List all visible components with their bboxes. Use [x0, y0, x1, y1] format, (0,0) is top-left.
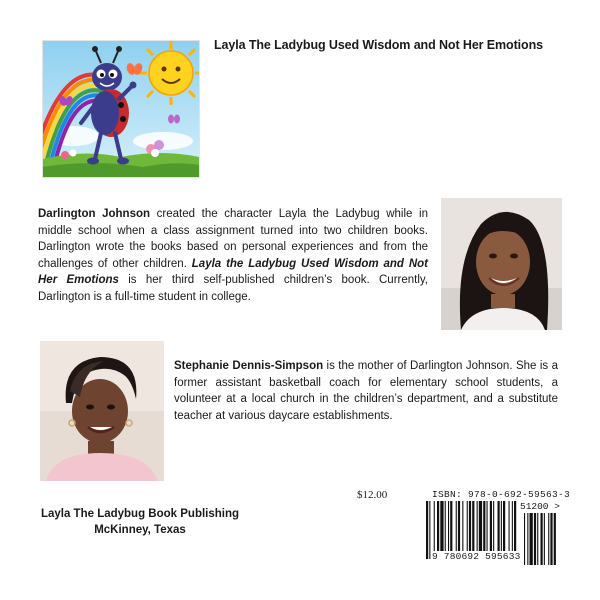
- price: $12.00: [357, 489, 388, 501]
- isbn-label: ISBN: 978-0-692-59563-3: [432, 489, 571, 500]
- author-name: Darlington Johnson: [38, 208, 151, 220]
- mother-bio: [174, 358, 558, 424]
- publisher-location: McKinney, Texas: [94, 524, 186, 536]
- book-title: Layla The Ladybug Used Wisdom and Not Her Emotions: [214, 38, 543, 52]
- author-bio: [38, 206, 428, 305]
- publisher-name: Layla The Ladybug Book Publishing: [40, 508, 240, 520]
- barcode-addon-bar: [534, 513, 536, 565]
- barcode-bar: [426, 501, 428, 559]
- mother-photo: [40, 341, 164, 481]
- mother-name: Stephanie Dennis-Simpson: [174, 360, 324, 372]
- cover-illustration: [42, 40, 200, 178]
- barcode-addon-bar: [530, 513, 533, 565]
- barcode-addon-bar: [548, 513, 549, 565]
- barcode-addon-bar: [544, 513, 545, 565]
- barcode-addon-bar: [550, 513, 552, 565]
- mother-bio-text: is the mother of Darlington Johnson. She is a former assistant basketball coach for elementary school students, a volunteer at a local church in the children’s department, and a substitute teacher at various daycare establishments.: [174, 360, 558, 422]
- barcode-addon-bar: [554, 513, 556, 565]
- barcode-addon-digits: 51200 >: [520, 501, 560, 512]
- barcode-addon-bar: [541, 513, 543, 565]
- publisher-info: [40, 506, 240, 538]
- ladybug-illustration: [43, 41, 199, 177]
- barcode-addon-bar: [524, 513, 525, 565]
- author-book-title: Layla the Ladybug Used Wisdom and Not Her Emotions: [38, 257, 428, 286]
- barcode-addon-bar: [537, 513, 538, 565]
- author-bio-part2: is her third self-published children’s book. Currently, Darlington is a full-time student in college.: [38, 274, 428, 303]
- author-bio-part1: created the character Layla the Ladybug while in middle school when a class assignment turned into two children books. Darlington wrote the books based on personal experiences and from the challenges of other children.: [38, 208, 428, 270]
- author-photo: [441, 198, 562, 330]
- barcode-addon-bar: [527, 513, 528, 565]
- barcode-digits: 9 780692 595633: [432, 551, 521, 562]
